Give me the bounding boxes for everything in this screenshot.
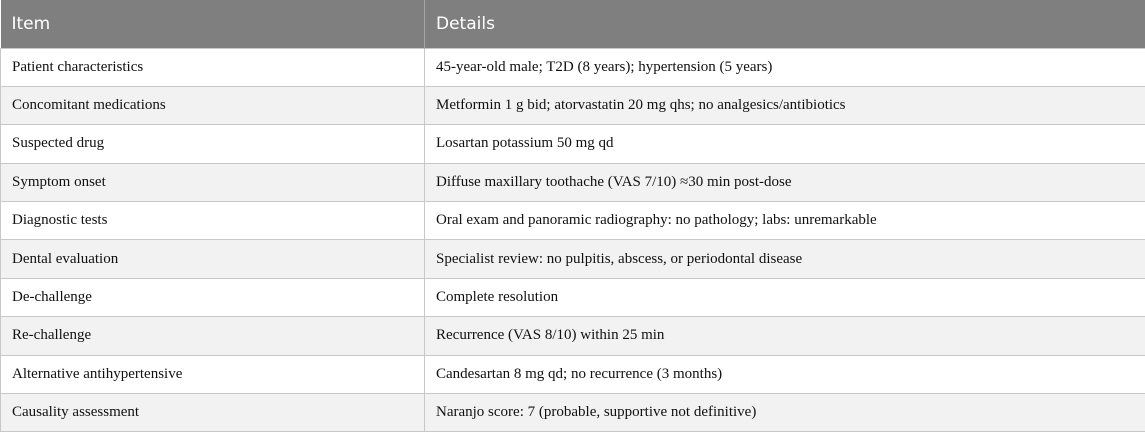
details-cell: Complete resolution (425, 278, 1145, 316)
item-cell: Causality assessment (1, 394, 425, 432)
header-item: Item (1, 0, 425, 48)
header-row (1, 0, 1145, 48)
header-details: Details (425, 0, 1145, 48)
table-row (1, 86, 1145, 124)
table-row (1, 355, 1145, 393)
details-cell: Specialist review: no pulpitis, abscess, or periodontal disease (425, 240, 1145, 278)
item-cell: De-challenge (1, 278, 425, 316)
details-cell: Diffuse maxillary toothache (VAS 7/10) ≈30 min post-dose (425, 163, 1145, 201)
details-cell: Recurrence (VAS 8/10) within 25 min (425, 317, 1145, 355)
table-row (1, 202, 1145, 240)
item-cell: Patient characteristics (1, 48, 425, 86)
table-row (1, 278, 1145, 316)
details-cell: Oral exam and panoramic radiography: no pathology; labs: unremarkable (425, 202, 1145, 240)
item-cell: Dental evaluation (1, 240, 425, 278)
item-cell: Re-challenge (1, 317, 425, 355)
item-cell: Concomitant medications (1, 86, 425, 124)
details-cell: 45-year-old male; T2D (8 years); hypertension (5 years) (425, 48, 1145, 86)
item-cell: Suspected drug (1, 125, 425, 163)
details-cell: Candesartan 8 mg qd; no recurrence (3 months) (425, 355, 1145, 393)
table-row (1, 48, 1145, 86)
table-row (1, 163, 1145, 201)
details-cell: Losartan potassium 50 mg qd (425, 125, 1145, 163)
item-cell: Symptom onset (1, 163, 425, 201)
table-row (1, 125, 1145, 163)
table-row (1, 317, 1145, 355)
item-cell: Alternative antihypertensive (1, 355, 425, 393)
table-body (1, 48, 1145, 432)
table-row (1, 240, 1145, 278)
details-cell: Naranjo score: 7 (probable, supportive not definitive) (425, 394, 1145, 432)
details-cell: Metformin 1 g bid; atorvastatin 20 mg qhs; no analgesics/antibiotics (425, 86, 1145, 124)
table-row (1, 394, 1145, 432)
item-cell: Diagnostic tests (1, 202, 425, 240)
table-header (1, 0, 1145, 48)
